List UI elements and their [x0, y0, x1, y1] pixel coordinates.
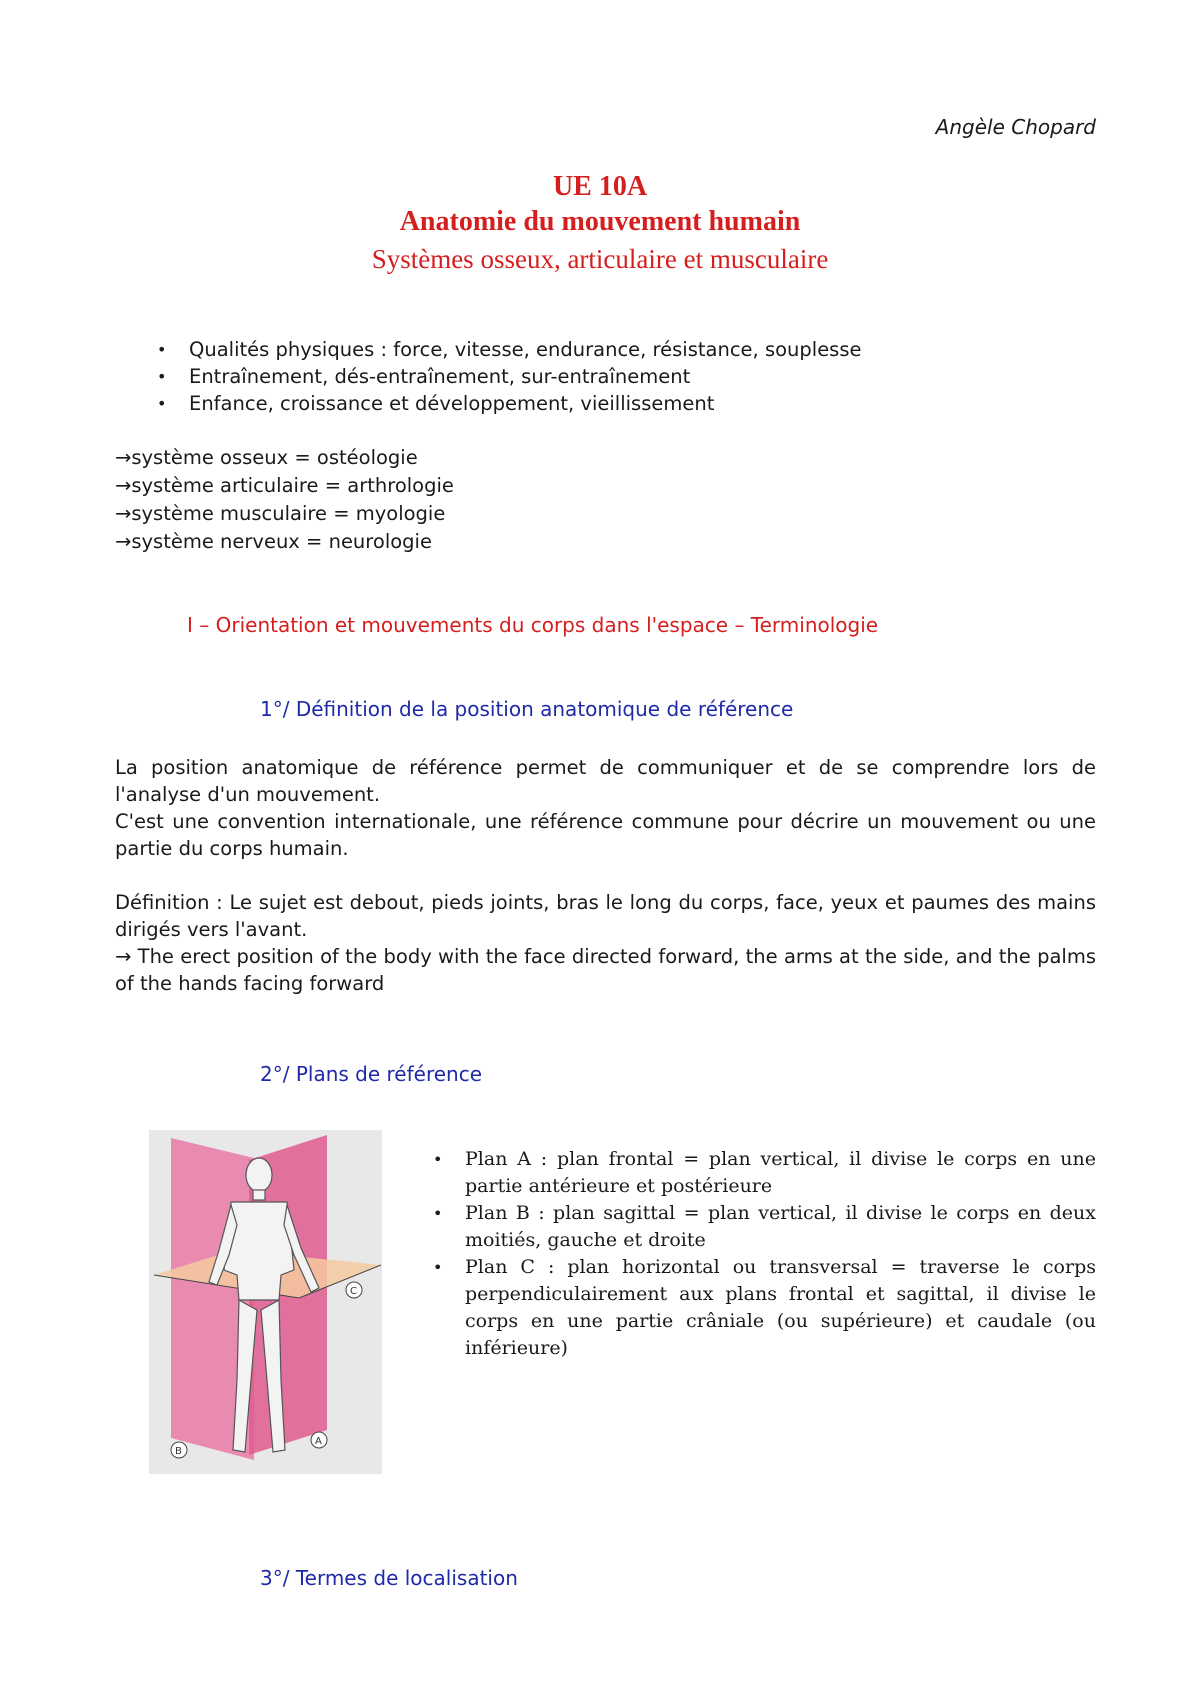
plane-b-label: B — [175, 1446, 182, 1457]
document-header — [0, 170, 1200, 278]
systems-list — [115, 444, 454, 556]
list-item: → système musculaire = myologie — [115, 500, 454, 528]
subsection-heading: 3°/ Termes de localisation — [260, 1566, 518, 1590]
list-item: → système nerveux = neurologie — [115, 528, 454, 556]
plane-a-label: A — [315, 1436, 322, 1447]
section-heading: I – Orientation et mouvements du corps dans l'espace – Terminologie — [187, 613, 879, 637]
list-item: • Qualités physiques : force, vitesse, endurance, résistance, souplesse — [189, 336, 862, 363]
course-code: UE 10A — [552, 171, 648, 202]
list-item: → système articulaire = arthrologie — [115, 472, 454, 500]
planes-bullet-list — [465, 1146, 1096, 1362]
paragraph: → The erect position of the body with the face directed forward, the arms at the side, and the palms of the hands facing forward — [115, 945, 1096, 995]
subsection-heading: 2°/ Plans de référence — [260, 1062, 483, 1086]
document-title: Anatomie du mouvement humain — [399, 206, 801, 237]
anatomy-planes-illustration — [149, 1130, 382, 1474]
list-item: • Enfance, croissance et développement, vieillissement — [189, 390, 862, 417]
definition-paragraphs — [115, 754, 1096, 997]
list-item: → système osseux = ostéologie — [115, 444, 454, 472]
intro-bullet-list — [189, 336, 862, 417]
paragraph: Définition : Le sujet est debout, pieds joints, bras le long du corps, face, yeux et paumes des mains dirigés vers l'avant. — [115, 891, 1096, 941]
list-item: • Plan C : plan horizontal ou transversal = traverse le corps perpendiculairement aux plans frontal et sagittal, il divise le corps en une partie crâniale (ou supérieure) et caudale (ou inférieure) — [465, 1254, 1096, 1362]
paragraph: C'est une convention internationale, une référence commune pour décrire un mouvement ou une partie du corps humain. — [115, 810, 1096, 860]
plane-c-label: C — [350, 1286, 357, 1297]
list-item: • Plan A : plan frontal = plan vertical, il divise le corps en une partie antérieure et postérieure — [465, 1146, 1096, 1200]
list-item: • Plan B : plan sagittal = plan vertical, il divise le corps en deux moitiés, gauche et droite — [465, 1200, 1096, 1254]
author-name: Angèle Chopard — [935, 115, 1096, 139]
paragraph: La position anatomique de référence permet de communiquer et de se comprendre lors de l'analyse d'un mouvement. — [115, 756, 1096, 806]
document-subtitle: Systèmes osseux, articulaire et musculaire — [371, 244, 829, 274]
list-item: • Entraînement, dés-entraînement, sur-entraînement — [189, 363, 862, 390]
subsection-heading: 1°/ Définition de la position anatomique de référence — [260, 697, 794, 721]
reference-planes-figure — [149, 1130, 382, 1474]
